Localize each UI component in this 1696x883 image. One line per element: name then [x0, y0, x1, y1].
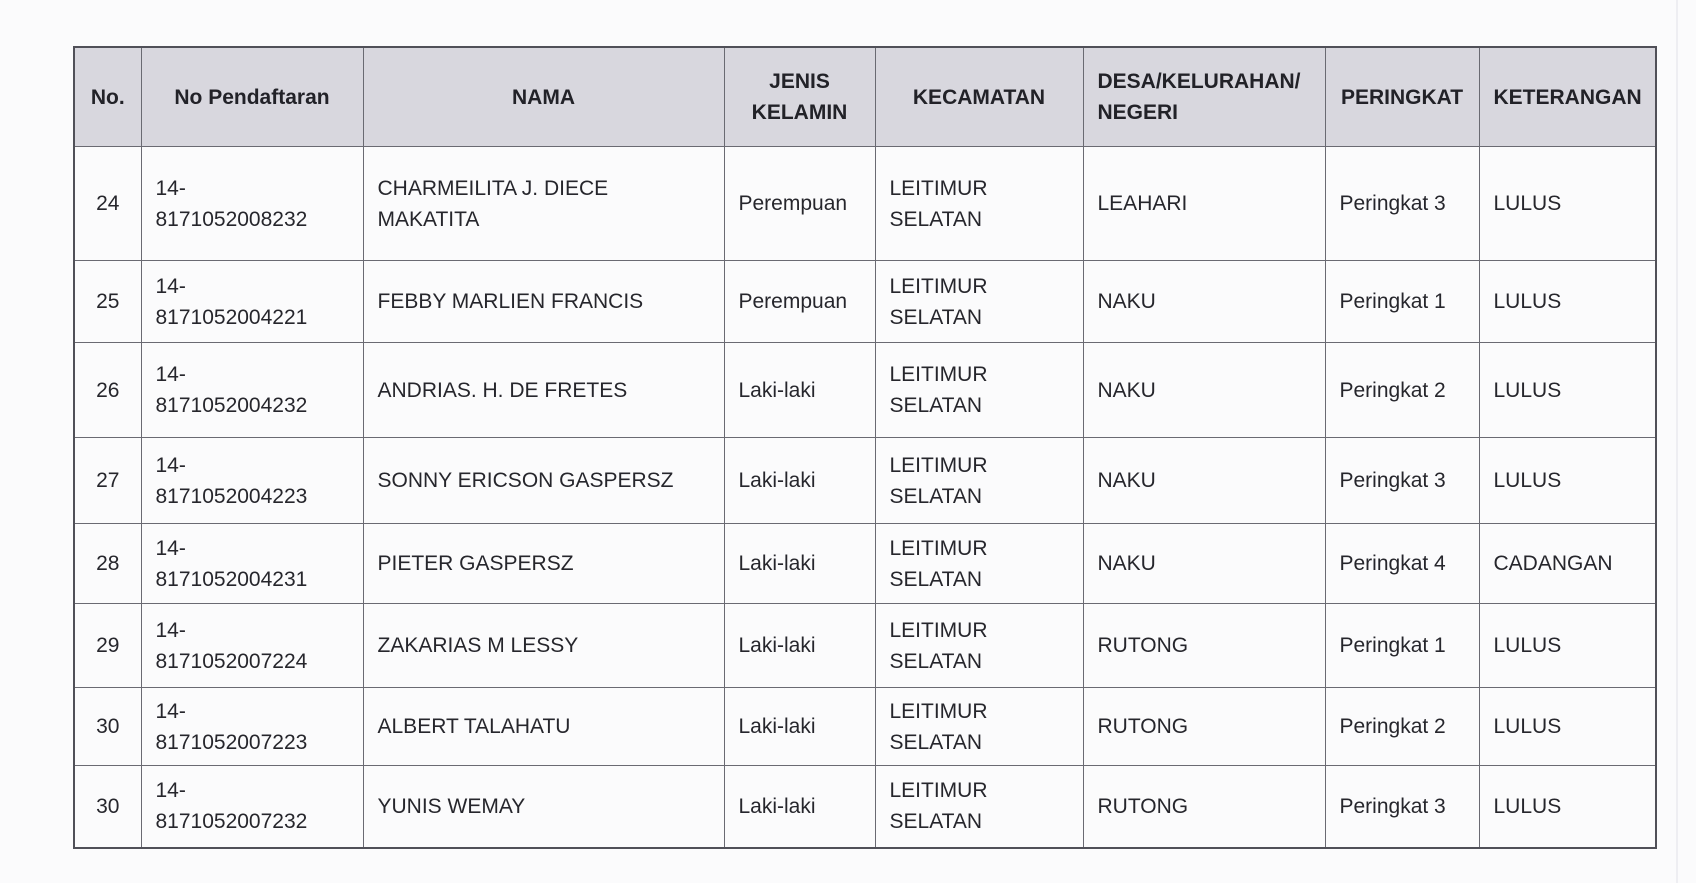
cell-peringkat: Peringkat 3: [1325, 147, 1479, 261]
cell-desa: NAKU: [1083, 261, 1325, 343]
cell-kecamatan: LEITIMUR SELATAN: [875, 766, 1083, 848]
cell-jenis-kelamin: Laki-laki: [724, 438, 875, 524]
cell-nama: PIETER GASPERSZ: [363, 524, 724, 604]
table-row: [74, 261, 1656, 343]
cell-kecamatan: LEITIMUR SELATAN: [875, 261, 1083, 343]
cell-no-pendaftaran: 14- 8171052004223: [141, 438, 363, 524]
cell-no-pendaftaran: 14- 8171052004232: [141, 343, 363, 438]
table-row: [74, 766, 1656, 848]
table-row: [74, 343, 1656, 438]
cell-nama: ZAKARIAS M LESSY: [363, 604, 724, 688]
cell-nama: CHARMEILITA J. DIECE MAKATITA: [363, 147, 724, 261]
table-body: [74, 147, 1656, 848]
cell-keterangan: LULUS: [1479, 604, 1656, 688]
cell-kecamatan: LEITIMUR SELATAN: [875, 688, 1083, 766]
cell-keterangan: LULUS: [1479, 688, 1656, 766]
cell-desa: NAKU: [1083, 343, 1325, 438]
results-table: [73, 46, 1657, 849]
cell-no-pendaftaran: 14- 8171052008232: [141, 147, 363, 261]
cell-peringkat: Peringkat 1: [1325, 604, 1479, 688]
cell-jenis-kelamin: Laki-laki: [724, 604, 875, 688]
cell-jenis-kelamin: Laki-laki: [724, 524, 875, 604]
cell-nama: SONNY ERICSON GASPERSZ: [363, 438, 724, 524]
cell-peringkat: Peringkat 1: [1325, 261, 1479, 343]
header-desa-kelurahan-negeri: DESA/KELURAHAN/ NEGERI: [1083, 47, 1325, 147]
header-jenis-kelamin: JENIS KELAMIN: [724, 47, 875, 147]
cell-peringkat: Peringkat 2: [1325, 343, 1479, 438]
cell-keterangan: LULUS: [1479, 766, 1656, 848]
cell-keterangan: CADANGAN: [1479, 524, 1656, 604]
cell-keterangan: LULUS: [1479, 147, 1656, 261]
cell-jenis-kelamin: Laki-laki: [724, 766, 875, 848]
cell-kecamatan: LEITIMUR SELATAN: [875, 524, 1083, 604]
cell-peringkat: Peringkat 2: [1325, 688, 1479, 766]
table-row: [74, 688, 1656, 766]
header-nama: NAMA: [363, 47, 724, 147]
cell-nama: ALBERT TALAHATU: [363, 688, 724, 766]
header-no: No.: [74, 47, 141, 147]
cell-keterangan: LULUS: [1479, 261, 1656, 343]
cell-no: 28: [74, 524, 141, 604]
cell-no: 26: [74, 343, 141, 438]
cell-desa: NAKU: [1083, 438, 1325, 524]
cell-no: 24: [74, 147, 141, 261]
cell-no: 30: [74, 688, 141, 766]
cell-desa: RUTONG: [1083, 766, 1325, 848]
cell-kecamatan: LEITIMUR SELATAN: [875, 438, 1083, 524]
cell-keterangan: LULUS: [1479, 343, 1656, 438]
document-sheet: [73, 46, 1657, 849]
cell-keterangan: LULUS: [1479, 438, 1656, 524]
cell-peringkat: Peringkat 4: [1325, 524, 1479, 604]
table-header-row: [74, 47, 1656, 147]
cell-jenis-kelamin: Perempuan: [724, 261, 875, 343]
cell-desa: LEAHARI: [1083, 147, 1325, 261]
page-edge: [1676, 0, 1678, 883]
cell-desa: RUTONG: [1083, 688, 1325, 766]
cell-no: 25: [74, 261, 141, 343]
cell-desa: RUTONG: [1083, 604, 1325, 688]
cell-jenis-kelamin: Laki-laki: [724, 688, 875, 766]
cell-no-pendaftaran: 14- 8171052004221: [141, 261, 363, 343]
cell-desa: NAKU: [1083, 524, 1325, 604]
cell-jenis-kelamin: Perempuan: [724, 147, 875, 261]
cell-peringkat: Peringkat 3: [1325, 438, 1479, 524]
cell-no-pendaftaran: 14- 8171052007224: [141, 604, 363, 688]
table-row: [74, 147, 1656, 261]
table-row: [74, 604, 1656, 688]
header-keterangan: KETERANGAN: [1479, 47, 1656, 147]
header-peringkat: PERINGKAT: [1325, 47, 1479, 147]
cell-kecamatan: LEITIMUR SELATAN: [875, 604, 1083, 688]
cell-no: 30: [74, 766, 141, 848]
cell-nama: ANDRIAS. H. DE FRETES: [363, 343, 724, 438]
cell-no-pendaftaran: 14- 8171052007232: [141, 766, 363, 848]
cell-peringkat: Peringkat 3: [1325, 766, 1479, 848]
cell-no-pendaftaran: 14- 8171052004231: [141, 524, 363, 604]
cell-no: 29: [74, 604, 141, 688]
cell-kecamatan: LEITIMUR SELATAN: [875, 343, 1083, 438]
table-row: [74, 438, 1656, 524]
cell-jenis-kelamin: Laki-laki: [724, 343, 875, 438]
table-row: [74, 524, 1656, 604]
cell-kecamatan: LEITIMUR SELATAN: [875, 147, 1083, 261]
cell-nama: YUNIS WEMAY: [363, 766, 724, 848]
cell-nama: FEBBY MARLIEN FRANCIS: [363, 261, 724, 343]
cell-no: 27: [74, 438, 141, 524]
header-kecamatan: KECAMATAN: [875, 47, 1083, 147]
cell-no-pendaftaran: 14- 8171052007223: [141, 688, 363, 766]
header-no-pendaftaran: No Pendaftaran: [141, 47, 363, 147]
